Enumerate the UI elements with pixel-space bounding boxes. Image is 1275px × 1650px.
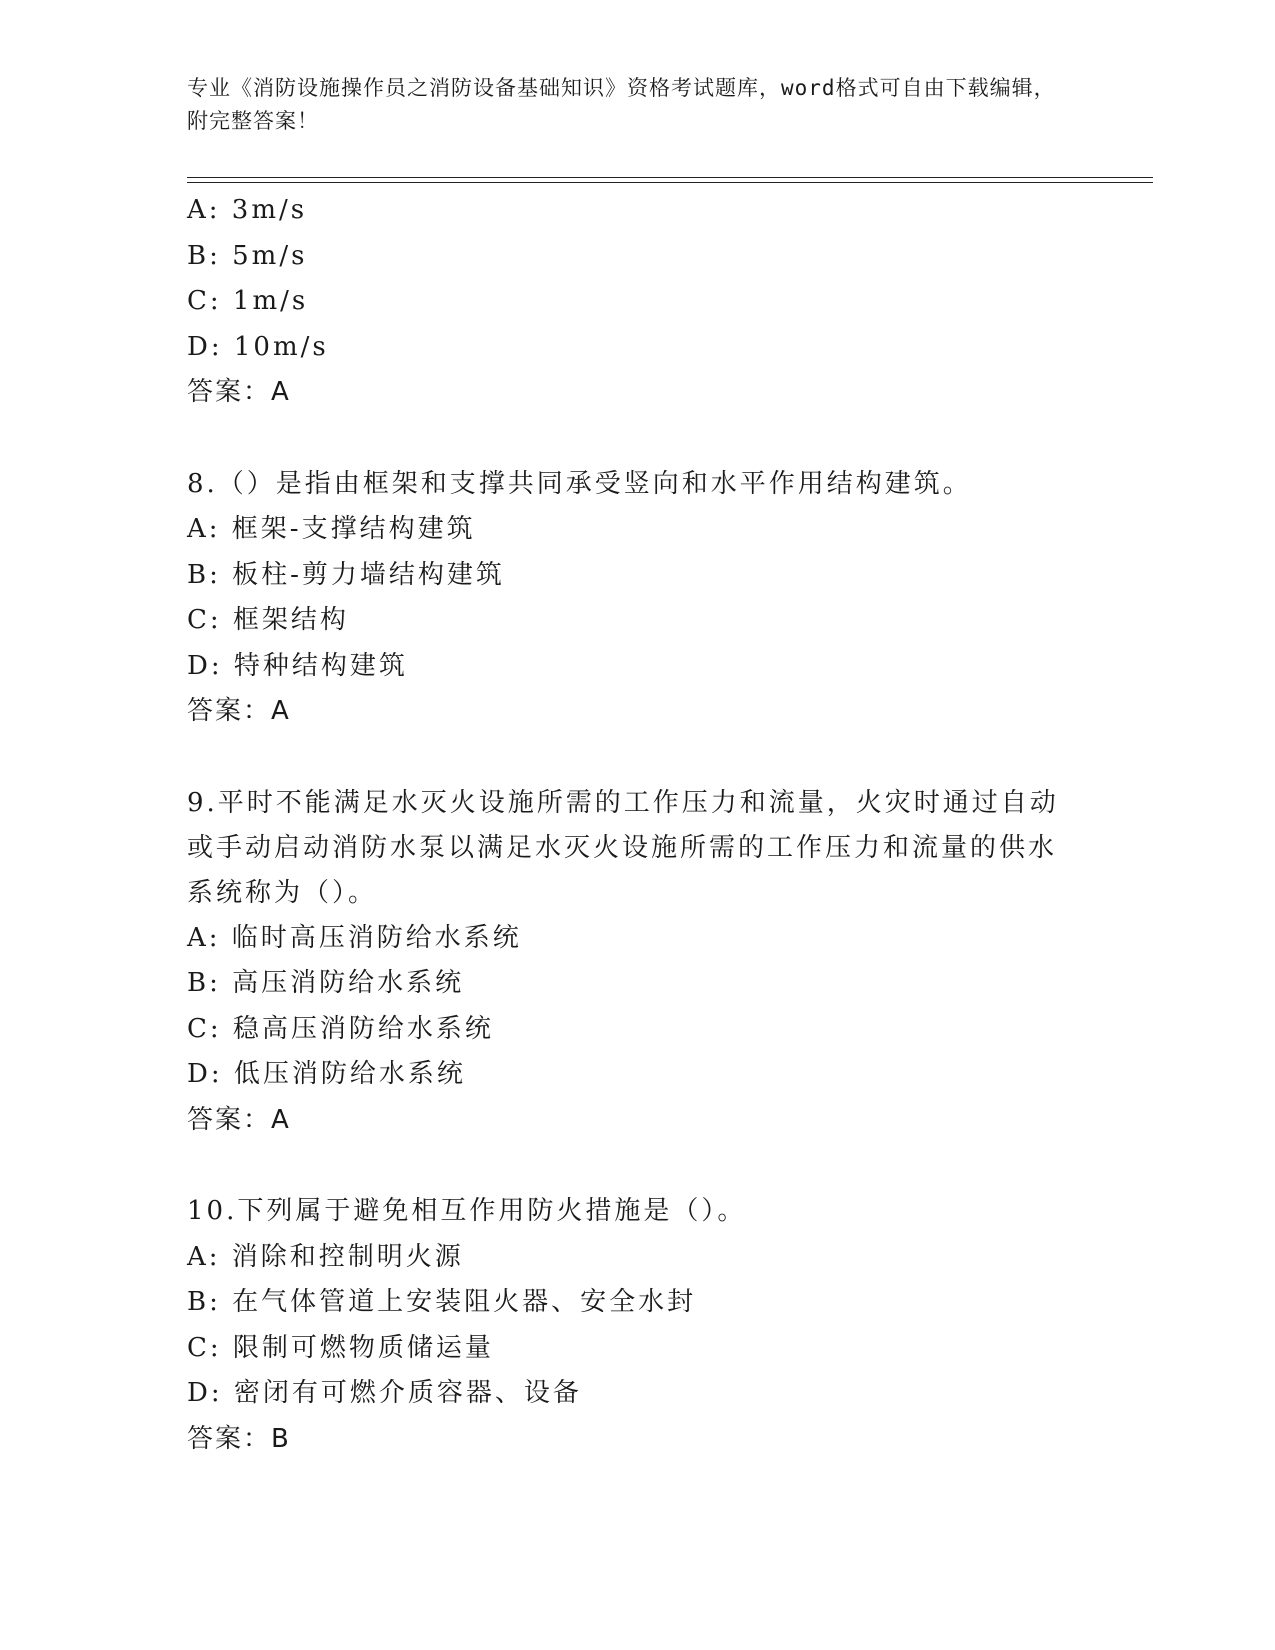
option-a: A: 临时高压消防给水系统 [187,922,522,953]
question-9 [187,781,1067,1144]
header-divider-bottom [187,182,1153,183]
option-d: D: 特种结构建筑 [187,650,408,681]
question-text: 8.（）是指由框架和支撑共同承受竖向和水平作用结构建筑。 [187,468,972,499]
question-10 [187,1189,1067,1462]
answer: 答案：A [187,696,291,726]
answer: 答案：A [187,377,291,407]
option-c: C: 稳高压消防给水系统 [187,1013,494,1044]
question-8 [187,462,1067,735]
option-a: A: 消除和控制明火源 [187,1241,464,1272]
question-text: 10.下列属于避免相互作用防火措施是（）。 [187,1196,747,1226]
option-b: B: 板柱-剪力墙结构建筑 [187,559,505,590]
option-a: A: 3m/s [187,195,308,225]
option-d: D: 密闭有可燃介质容器、设备 [187,1378,582,1408]
answer: 答案：A [187,1104,291,1135]
option-c: C: 框架结构 [187,605,349,635]
option-c: C: 限制可燃物质储运量 [187,1332,494,1363]
option-b: B: 5m/s [187,240,308,271]
option-b: B: 在气体管道上安装阻火器、安全水封 [187,1287,697,1317]
document-header: 专业《消防设施操作员之消防设备基础知识》资格考试题库，word格式可自由下载编辑，附完整答案！ [187,76,1056,133]
partial-question [187,188,1067,416]
answer: 答案：B [187,1423,291,1454]
question-text: 9.平时不能满足水灭火设施所需的工作压力和流量，火灾时通过自动或手动启动消防水泵以满足水灭火设施所需的工作压力和流量的供水系统称为（）。 [187,787,1059,908]
question-list [187,188,1067,1462]
option-b: B: 高压消防给水系统 [187,968,465,998]
spacer [187,1143,1067,1189]
option-d: D: 低压消防给水系统 [187,1059,466,1089]
header-divider-top [187,177,1153,178]
option-a: A: 框架-支撑结构建筑 [187,514,476,544]
spacer [187,735,1067,781]
option-c: C: 1m/s [187,286,309,316]
spacer [187,416,1067,462]
option-d: D: 10m/s [187,331,329,362]
